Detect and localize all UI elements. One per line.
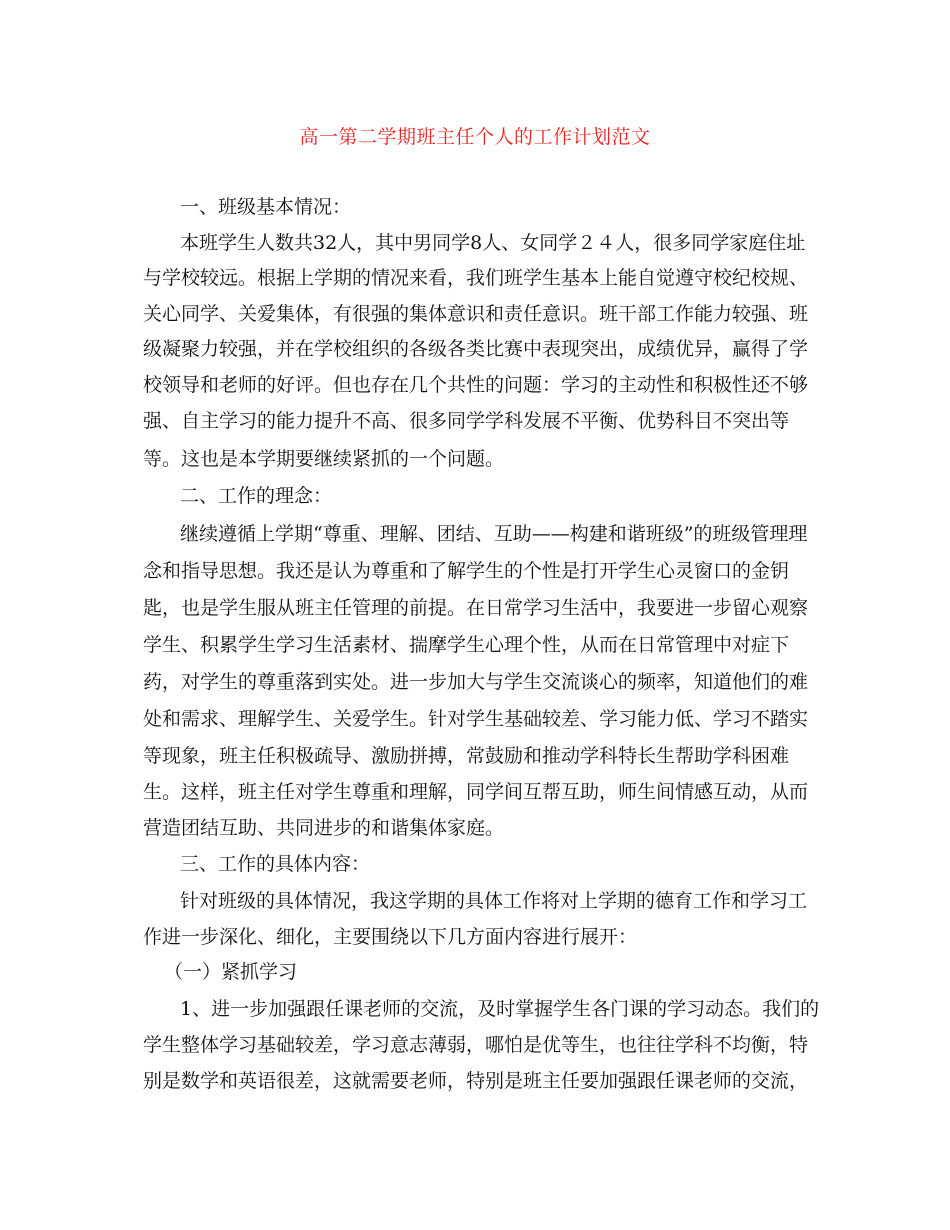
paragraph-line: 作进一步深化、细化，主要围绕以下几方面内容进行展开：	[143, 926, 638, 948]
paragraph-line: 营造团结互助、共同进步的和谐集体家庭。	[143, 817, 505, 839]
paragraph-line: 等现象，班主任积极疏导、激励拼搏，常鼓励和推动学科特长生帮助学科困难	[143, 745, 790, 767]
paragraph-line: 强、自主学习的能力提升不高、很多同学学科发展不平衡、优势科目不突出等	[143, 410, 790, 432]
paragraph-line: 念和指导思想。我还是认为尊重和了解学生的个性是打开学生心灵窗口的金钥	[143, 560, 790, 582]
paragraph-line: 学生整体学习基础较差，学习意志薄弱，哪怕是优等生，也往往学科不均衡，特	[143, 1034, 809, 1056]
paragraph-line: 继续遵循上学期“尊重、理解、团结、互助——构建和谐班级”的班级管理理	[180, 523, 808, 545]
paragraph-line: 关心同学、关爱集体，有很强的集体意识和责任意识。班干部工作能力较强、班	[143, 303, 809, 325]
paragraph-line: 1、进一步加强跟任课老师的交流，及时掌握学生各门课的学习动态。我们的	[180, 998, 820, 1020]
section-heading-3: 三、工作的具体内容：	[180, 853, 371, 875]
paragraph-line: 生。这样，班主任对学生尊重和理解，同学间互帮互助，师生间情感互动，从而	[143, 781, 809, 803]
paragraph-line: 匙，也是学生服从班主任管理的前提。在日常学习生活中，我要进一步留心观察	[143, 597, 809, 619]
section-heading-1: 一、班级基本情况：	[180, 196, 352, 218]
paragraph-line: 等。这也是本学期要继续紧抓的一个问题。	[143, 448, 505, 470]
paragraph-line: 本班学生人数共32人，其中男同学8人、女同学２４人，很多同学家庭住址	[180, 232, 806, 254]
paragraph-line: 级凝聚力较强，并在学校组织的各级各类比赛中表现突出，成绩优异，赢得了学	[143, 338, 809, 360]
subsection-heading: （一）紧抓学习	[164, 961, 298, 983]
paragraph-line: 学生、积累学生学习生活素材、揣摩学生心理个性，从而在日常管理中对症下	[143, 634, 790, 656]
paragraph-line: 处和需求、理解学生、关爱学生。针对学生基础较差、学习能力低、学习不踏实	[143, 708, 809, 730]
paragraph-line: 校领导和老师的好评。但也存在几个共性的问题：学习的主动性和积极性还不够	[143, 374, 809, 396]
paragraph-line: 与学校较远。根据上学期的情况来看，我们班学生基本上能自觉遵守校纪校规、	[143, 267, 809, 289]
paragraph-line: 药，对学生的尊重落到实处。进一步加大与学生交流谈心的频率，知道他们的难	[143, 671, 809, 693]
section-heading-2: 二、工作的理念：	[180, 485, 333, 507]
document-title: 高一第二学期班主任个人的工作计划范文	[299, 126, 651, 148]
paragraph-line: 针对班级的具体情况，我这学期的具体工作将对上学期的德育工作和学习工	[180, 890, 808, 912]
paragraph-line: 别是数学和英语很差，这就需要老师，特别是班主任要加强跟任课老师的交流，	[143, 1070, 809, 1092]
